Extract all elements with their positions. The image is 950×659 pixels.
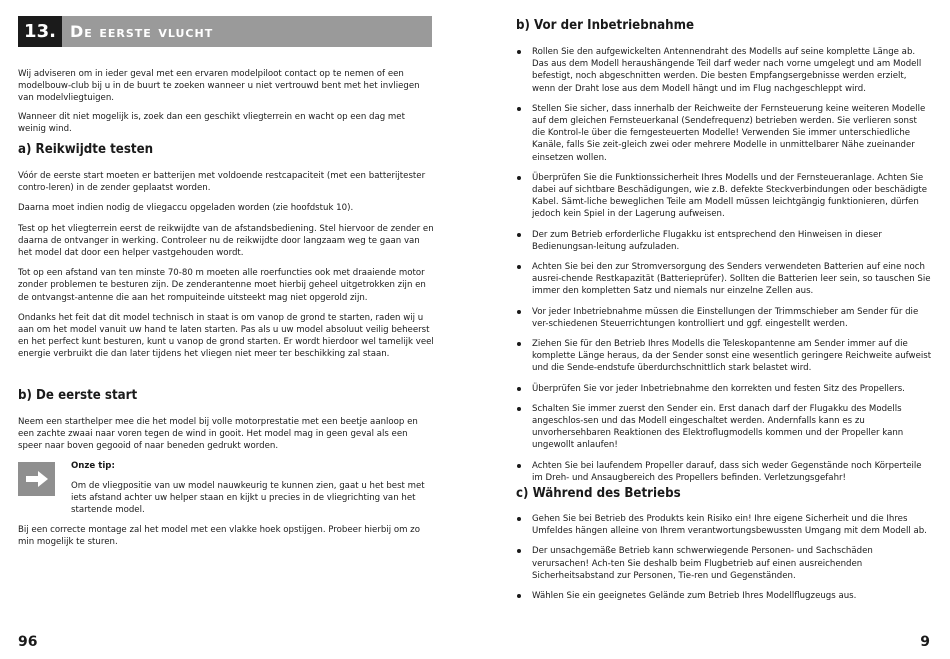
section-heading-before-operation: b) Vor der Inbetriebnahme — [516, 18, 695, 33]
paragraph: Bij een correcte montage zal het model met een vlakke hoek opstijgen. Probeer hierbij om zo min mogelijk te sturen. — [18, 525, 420, 548]
chapter-number: 13. — [18, 16, 62, 47]
list-item: Stellen Sie sicher, dass innerhalb der Reichweite der Fernsteuerung keine weiteren Modelle auf dem gleichen Fernsteuerkanal (Sendefrequenz) betrieben werden. Sie verlieren sonst die Kontrol-le über die ferngesteuerten Modelle! Verwenden Sie immer unterschiedliche Kanäle, falls Sie zeit-gleich zwei oder mehrere Modelle in unmittelbarer Nähe zueinander einsetzen wollen. — [516, 103, 932, 164]
section-b-body — [18, 416, 434, 453]
section-a-body — [18, 170, 434, 361]
list-item: Achten Sie bei laufendem Propeller darauf, dass sich weder Gegenstände noch Körperteile im Dreh- und Ansaugbereich des Propellers befinden. Verletzungsgefahr! — [516, 460, 932, 484]
chapter-header — [18, 16, 432, 47]
intro — [18, 68, 434, 135]
list-item: Überprüfen Sie vor jeder Inbetriebnahme den korrekten und festen Sitz des Propellers. — [516, 383, 932, 395]
list-item: Der unsachgemäße Betrieb kann schwerwiegende Personen- und Sachschäden verursachen! Ach-ten Sie deshalb beim Flugbetrieb auf einen ausreichenden Sicherheitsabstand zur Personen, Tie-ren und Gegenständen. — [516, 545, 932, 582]
list-item: Der zum Betrieb erforderliche Flugakku ist entsprechend den Hinweisen in dieser Bedienungsan-leitung aufzuladen. — [516, 229, 932, 253]
intro-paragraph: Wij adviseren om in ieder geval met een ervaren modelpiloot contact op te nemen of een modelbouw-club bij u in de buurt te zoeken wanneer u niet vertrouwd bent met het invliegen van modelvliegtuigen. — [18, 69, 420, 104]
during-operation-list — [516, 513, 932, 602]
list-item: Vor jeder Inbetriebnahme müssen die Einstellungen der Trimmschieber am Sender für die ver-schiedenen Steuerrichtungen kontrolliert und ggf. eingestellt werden. — [516, 306, 932, 330]
list-item: Schalten Sie immer zuerst den Sender ein. Erst danach darf der Flugakku des Modells angeschlos-sen und das Modell eingeschaltet werden. Andernfalls kann es zu unvorhersehbaren Reaktionen des Elektroflugmodells kommen und der Propeller kann ungewollt anlaufen! — [516, 403, 932, 452]
section-heading-during-operation: c) Während des Betriebs — [516, 486, 681, 501]
page-number: 9 — [920, 634, 930, 650]
page-number: 96 — [18, 634, 38, 650]
chapter-title: De eerste vlucht — [70, 22, 214, 41]
list-item: Gehen Sie bei Betrieb des Produkts kein Risiko ein! Ihre eigene Sicherheit und die Ihres Umfeldes hängen alleine von Ihrem verantwortungsbewussten Umgang mit dem Modell ab. — [516, 513, 932, 537]
paragraph: Test op het vliegterrein eerst de reikwijdte van de afstandsbediening. Stel hiervoor de zender en daarna de ontvanger in werking. Controleer nu de reikwijdte door langzaam weg te gaan van het model dat door een helper vastgehouden wordt. — [18, 223, 434, 259]
paragraph: Vóór de eerste start moeten er batterijen met voldoende restcapaciteit (met een batterijtester contro-leren) in de zender geplaatst worden. — [18, 171, 426, 194]
arrow-right-icon — [18, 462, 55, 496]
list-item: Ziehen Sie für den Betrieb Ihres Modells die Teleskopantenne am Sender immer auf die komplette Länge heraus, da der Sender sonst eine wesentlich geringere Reichweite aufweist und die Sende-endstufe überdurchschnittlich stark belastet wird. — [516, 338, 932, 375]
tip-text: Om de vliegpositie van uw model nauwkeurig te kunnen zien, gaat u het best met iets afstand achter uw helper staan en kijkt u precies in de vliegrichting van het startende model. — [71, 481, 425, 516]
intro-paragraph: Wanneer dit niet mogelijk is, zoek dan een geschikt vliegterrein en wacht op een dag met weinig wind. — [18, 111, 405, 134]
tip-title: Onze tip: — [71, 461, 115, 471]
before-operation-list — [516, 46, 932, 484]
list-item: Achten Sie bei den zur Stromversorgung des Senders verwendeten Batterien auf eine noch ausrei-chende Restkapazität (Batterieprüfer). Sollten die Batterien leer sein, so tauschen Sie immer den kompletten Satz und niemals nur einzelne Zellen aus. — [516, 261, 932, 298]
list-item: Rollen Sie den aufgewickelten Antennendraht des Modells auf seine komplette Länge ab. Das aus dem Modell heraushängende Teil darf weder nach vorne umgelegt und am Modell befestigt, noch abgeschnitten werden. Die besten Empfangsergebnisse werden erzielt, wenn der Draht lose aus dem Modell hängt und im Flug nachgeschleppt wird. — [516, 46, 932, 95]
list-item: Überprüfen Sie die Funktionssicherheit Ihres Modells und der Fernsteueranlage. Achten Sie dabei auf sichtbare Beschädigungen, wie z.B. defekte Steckverbindungen oder beschädigte Kabel. Sämt-liche beweglichen Teile am Modell müssen leichtgängig funktionieren, dürfen jedoch kein Spiel in der Lagerung aufweisen. — [516, 172, 932, 221]
paragraph: Tot op een afstand van ten minste 70-80 m moeten alle roerfuncties ook met draaiende motor zonder problemen te besturen zijn. De zenderantenne moet hierbij geheel uitgetrokken zijn en de ontvangst-antenne die aan het rompuiteinde uitsteekt mag niet opgerold zijn. — [18, 268, 426, 303]
paragraph: Daarna moet indien nodig de vliegaccu opgeladen worden (zie hoofdstuk 10). — [18, 203, 354, 214]
paragraph: Neem een starthelper mee die het model bij volle motorprestatie met een beetje aanloop en een zachte zwaai naar voren tegen de wind in gooit. Het model mag in geen geval als een speer naar boven gegooid of naar beneden gedrukt worden. — [18, 417, 418, 452]
section-heading-first-start: b) De eerste start — [18, 388, 138, 403]
section-heading-reach-test: a) Reikwijdte testen — [18, 142, 154, 157]
paragraph: Ondanks het feit dat dit model technisch in staat is om vanop de grond te starten, raden wij u aan om het model vanuit uw hand te laten starten. Pas als u uw model absoluut veilig beheerst en het perfect kunt besturen, kunt u vanop de grond starten. Er wordt hierdoor wel tamelijk veel energie verbruikt die dan later tijdens het vliegen niet meer ter beschikking zal staan. — [18, 312, 434, 360]
list-item: Wählen Sie ein geeignetes Gelände zum Betrieb Ihres Modellflugzeugs aus. — [516, 590, 932, 602]
closing-paragraph-block — [18, 524, 434, 548]
